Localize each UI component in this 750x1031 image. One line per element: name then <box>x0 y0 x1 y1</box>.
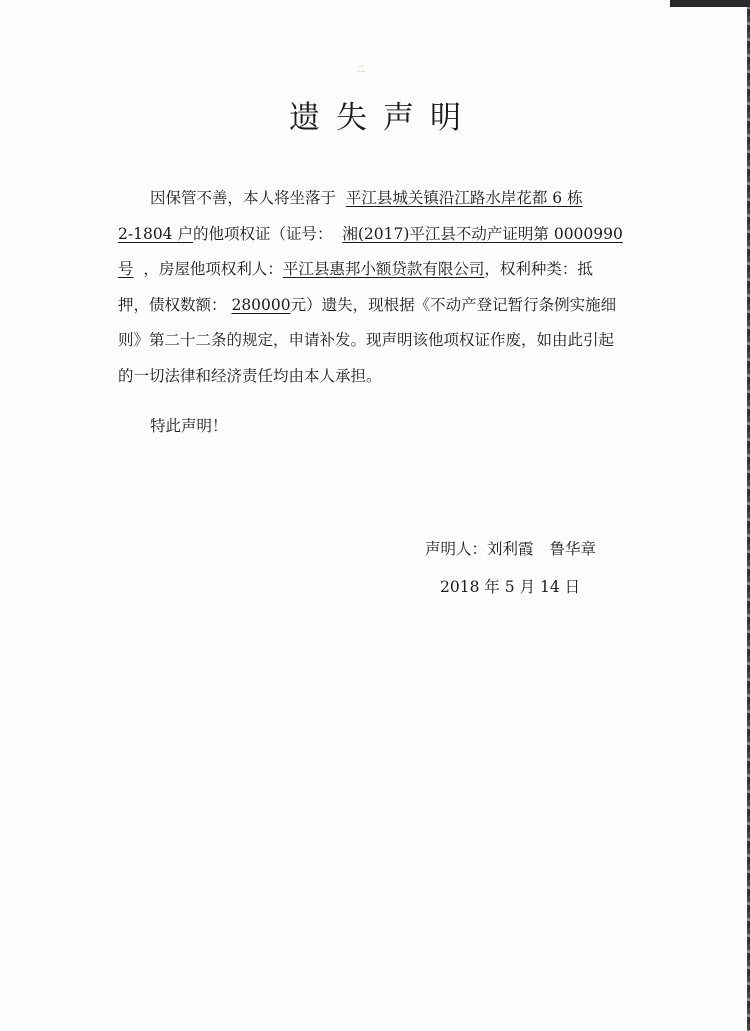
body-line-1 <box>118 181 638 217</box>
statement-date: 2018 年 5 月 14 日 <box>440 578 581 596</box>
property-address: 平江县城关镇沿江路水岸花都 6 栋 <box>345 189 583 207</box>
certificate-number: 湘(2017)平江县不动产证明第 0000990 <box>342 224 623 243</box>
declarant-name: 鲁华章 <box>549 540 597 558</box>
rights-holder: 平江县惠邦小额贷款有限公司 <box>282 260 485 278</box>
body-text: ，权利种类：抵 <box>484 260 593 278</box>
body-text: 元）遗失，现根据《不动产登记暂行条例实施细 <box>290 295 617 314</box>
body-line-6: 的一切法律和经济责任均由本人承担。 <box>118 366 382 385</box>
body-text: 因保管不善，本人将坐落于 <box>150 189 337 207</box>
statement-body <box>118 181 638 394</box>
declarant-name: 刘利霞 <box>487 540 534 558</box>
declarant-label: 声明人： <box>425 540 488 558</box>
scan-corner <box>670 0 750 7</box>
closing-statement: 特此声明！ <box>150 417 228 435</box>
document-title: 遗失声明 <box>289 100 477 136</box>
scan-mark: 二 <box>356 65 366 75</box>
body-line-5: 则》第二十二条的规定，申请补发。现声明该他项权证作废，如由此引起 <box>118 331 615 349</box>
body-line-3 <box>118 252 638 288</box>
unit-number: 2-1804 户 <box>118 224 193 243</box>
declarant-line <box>425 537 596 559</box>
body-text: ，房屋他项权利人： <box>143 260 283 278</box>
body-line-4 <box>118 288 638 324</box>
body-text: 的他项权证（证号： <box>192 224 333 243</box>
body-line-2 <box>118 217 638 253</box>
certificate-suffix: 号 <box>118 260 134 278</box>
claim-amount: 280000 <box>231 295 291 314</box>
body-text: 押，债权数额： <box>118 295 227 314</box>
